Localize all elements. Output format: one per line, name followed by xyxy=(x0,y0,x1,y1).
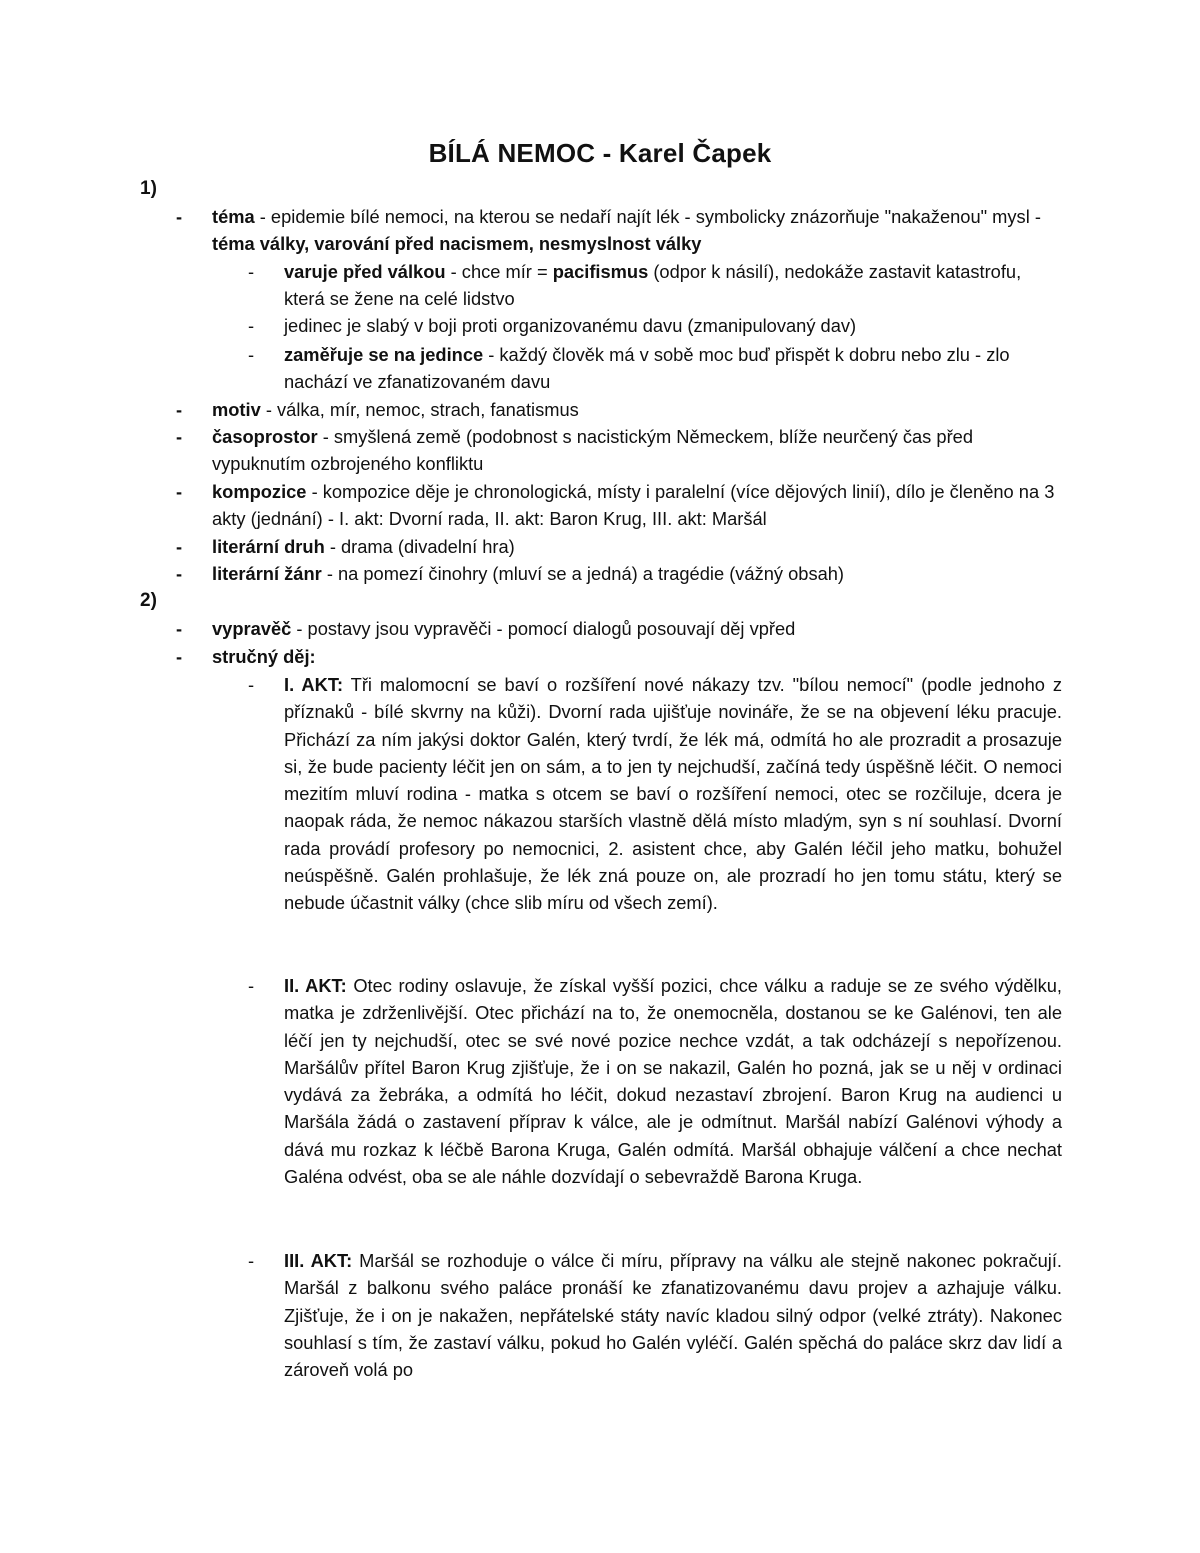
sub-item-jedinec: jedinec je slabý v boji proti organizovanému davu (zmanipulovaný dav) xyxy=(284,315,857,336)
vypravec-text: - postavy jsou vypravěči - pomocí dialogů posouvají děj vpřed xyxy=(291,618,796,639)
term-zameruje: zaměřuje se na jedince xyxy=(284,344,484,365)
term-pacifismus: pacifismus xyxy=(552,261,649,282)
list-item-kompozice xyxy=(212,478,1062,533)
term-casoprostor: časoprostor xyxy=(212,426,318,447)
akt-2-text: Otec rodiny oslavuje, že získal vyšší pozici, chce válku a raduje se ze svého výdělku, matka je zdrženlivější. Otec přichází na to, že onemocněla, dostanou se ke Galénovi, ten ale léčí jen ty nejchudší, otec se své nové pozice nechce vzdát, a tak odcházejí s nepořízenou. Maršálův přítel Baron Krug zjišťuje, že i on se nakazil, Galén ho pozná, jak se u něj v ordinaci vydává za žebráka, a odmítá ho léčit, dokud nezastaví zbrojení. Baron Krug na audienci u Maršála žádá o zastavení příprav k válce, ale je odmítnut. Maršál nabízí Galénovi výhody a dává mu rozkaz k léčbě Barona Kruga, Galén odmítá. Maršál obhajuje válčení a chce nechat Galéna odvést, oba se ale náhle dozvídají o sebevraždě Barona Kruga. xyxy=(284,975,1062,1188)
list-item-dej xyxy=(212,643,1062,670)
term-akt-3: III. AKT: xyxy=(284,1250,353,1271)
section-2-label: 2) xyxy=(140,590,157,611)
sub-item-akt-3 xyxy=(284,1247,1062,1383)
sub-bullet-dash: - xyxy=(248,674,255,695)
sub-item-varuje xyxy=(284,258,1062,313)
list-item-zanr xyxy=(212,560,1062,587)
motiv-text: - válka, mír, nemoc, strach, fanatismus xyxy=(260,399,579,420)
list-item-casoprostor xyxy=(212,423,1062,478)
tema-emphasis: téma války, varování před nacismem, nesmyslnost války xyxy=(212,233,702,255)
bullet-dash: - xyxy=(176,563,183,584)
tema-text: - epidemie bílé nemoci, na kterou se nedaří najít lék - symbolicky znázorňuje "nakaženou" mysl - xyxy=(254,206,1041,227)
document-title: BÍLÁ NEMOC - Karel Čapek xyxy=(428,138,772,168)
kompozice-text: - kompozice děje je chronologická, místy i paralelní (více dějových linií), dílo je členěno na 3 akty (jednání) - I. akt: Dvorní rada, II. akt: Baron Krug, III. akt: Maršál xyxy=(212,481,1055,530)
sub-item-akt-2 xyxy=(284,972,1062,1190)
zameruje-rest: - každý člověk má v sobě moc buď přispět k dobru nebo zlu - zlo nachází ve zfanatizovaném davu xyxy=(284,344,1010,393)
term-varuje: varuje před válkou xyxy=(284,261,446,282)
zanr-text: - na pomezí činohry (mluví se a jedná) a tragédie (vážný obsah) xyxy=(321,563,845,584)
list-item-vypravec xyxy=(212,615,1062,642)
list-item-tema xyxy=(212,203,1062,258)
bullet-dash: - xyxy=(176,399,183,420)
sub-item-akt-1 xyxy=(284,671,1062,917)
list-item-druh xyxy=(212,533,1062,560)
term-tema: téma xyxy=(212,206,255,227)
term-akt-1: I. AKT: xyxy=(284,674,344,695)
sub-item-zameruje xyxy=(284,341,1062,396)
bullet-dash: - xyxy=(176,618,183,639)
bullet-dash: - xyxy=(176,206,183,227)
list-item-motiv xyxy=(212,396,1062,423)
term-akt-2: II. AKT: xyxy=(284,975,347,996)
term-druh: literární druh xyxy=(212,536,325,557)
sub-bullet-dash: - xyxy=(248,344,255,365)
akt-3-text: Maršál se rozhoduje o válce či míru, přípravy na válku ale stejně nakonec pokračují. Maršál z balkonu svého paláce pronáší ke zfanatizovanému davu projev a azhajuje válku. Zjišťuje, že i on je nakažen, nepřátelské státy navíc kladou silný odpor (velké ztráty). Nakonec souhlasí s tím, že zastaví válku, pokud ho Galén vyléčí. Galén spěchá do paláce skrz dav lidí a zároveň volá po xyxy=(284,1250,1062,1381)
bullet-dash: - xyxy=(176,536,183,557)
term-zanr: literární žánr xyxy=(212,563,322,584)
section-1-label: 1) xyxy=(140,178,157,199)
sub-bullet-dash: - xyxy=(248,975,255,996)
sub-bullet-dash: - xyxy=(248,1250,255,1271)
bullet-dash: - xyxy=(176,646,183,667)
bullet-dash: - xyxy=(176,426,183,447)
varuje-rest: (odpor k násilí), nedokáže zastavit katastrofu, která se žene na celé lidstvo xyxy=(284,261,1022,310)
term-vypravec: vypravěč xyxy=(212,618,292,639)
term-kompozice: kompozice xyxy=(212,481,307,502)
varuje-mid: - chce mír = xyxy=(445,261,553,282)
casoprostor-text: - smyšlená země (podobnost s nacistickým Německem, blíže neurčený čas před vypuknutím ozbrojeného konfliktu xyxy=(212,426,973,475)
sub-bullet-dash: - xyxy=(248,315,255,336)
druh-text: - drama (divadelní hra) xyxy=(324,536,515,557)
sub-bullet-dash: - xyxy=(248,261,255,282)
akt-1-text: Tři malomocní se baví o rozšíření nové nákazy tzv. "bílou nemocí" (podle jednoho z příznaků - bílé skvrny na kůži). Dvorní rada ujišťuje novináře, že se na objevení léku pracuje. Přichází za ním jakýsi doktor Galén, který tvrdí, že lék má, odmítá ho ale prozradit a prosazuje si, že bude pacienty léčit jen on sám, a to jen ty nejchudší, začíná tedy úspěšně léčit. O nemoci mezitím mluví rodina - matka s otcem se baví o rozšíření nemoci, otec se rozčiluje, dcera je naopak ráda, že nemoc nákazou starších vlastně dělá místo mladým, syn s ní souhlasí. Dvorní rada provádí profesory po nemocnici, 2. asistent chce, aby Galén léčil jeho matku, bohužel neúspěšně. Galén prohlašuje, že lék zná pouze on, ale prozradí ho jen tomu státu, který se nebude účastnit války (chce slib míru od všech zemí). xyxy=(284,674,1062,914)
term-dej: stručný děj: xyxy=(212,646,316,667)
bullet-dash: - xyxy=(176,481,183,502)
term-motiv: motiv xyxy=(212,399,261,420)
